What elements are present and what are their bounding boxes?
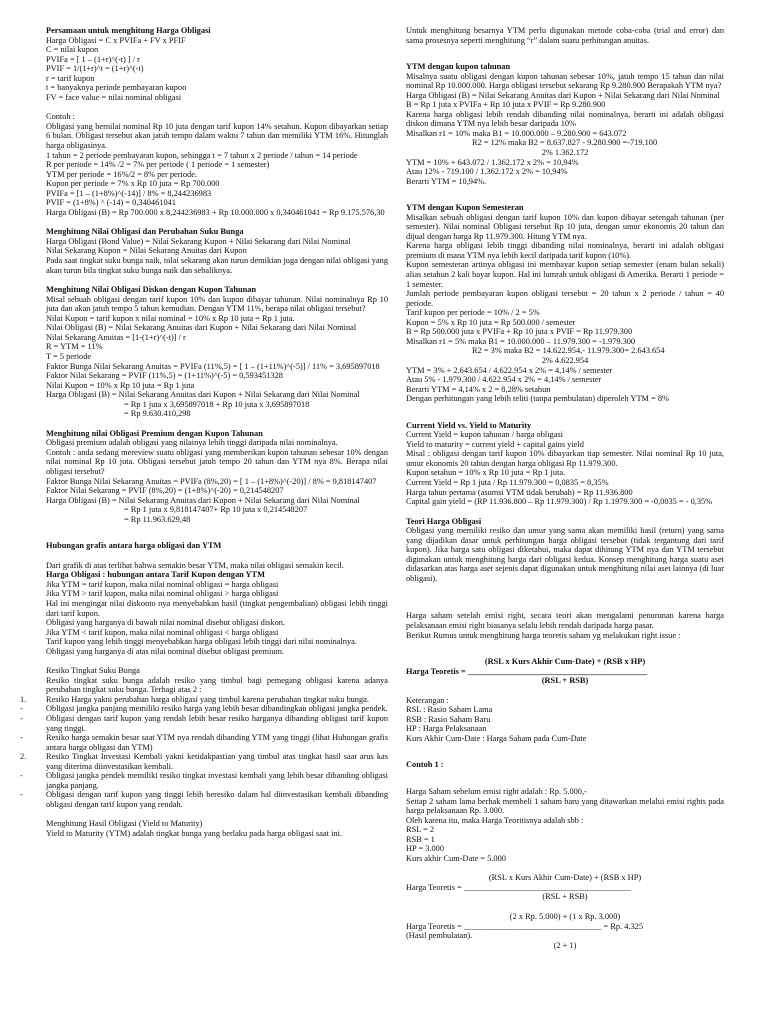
paragraph: (RSL x Kurs Akhir Cum-Date) + (RSB x HP) — [488, 873, 642, 883]
paragraph: Kupon per periode = 7% x Rp 10 juta = Rp 700.000 — [46, 179, 220, 189]
spacer — [46, 551, 388, 561]
paragraph: YTM = 3% + 2.643.654 / 4.622.954 x 2% = 4,14% / semester — [406, 365, 613, 375]
paragraph: Jika YTM < tarif kupon, maka nilai nominal obligasi < harga obligasi — [46, 627, 279, 637]
spacer — [46, 275, 388, 285]
list-marker: 1. — [20, 694, 27, 704]
paragraph: Yield to Maturity (YTM) adalah tingkat bunga yang berlaku pada harga obligasi saat ini. — [46, 829, 342, 839]
paragraph: Berarti YTM = 10,94%. — [406, 176, 487, 186]
paragraph: Harga Obligasi (B) = Nilai Sekarang Anuitas dari Kupon + Nilai Sekarang dari Nilai Nominal — [406, 90, 720, 100]
paragraph: Dari grafik di atas terlihat bahwa semakin besar YTM, maka nilai obligasi semakin kecil. — [46, 560, 344, 570]
list-item — [20, 790, 388, 809]
paragraph: Nilai Kupon = 10% x Rp 10 juta = Rp 1 juta — [46, 380, 195, 390]
paragraph: Obligasi yang memiliki resiko dan umur yang sama akan memiliki hasil (return) yang sama yang dijadikan dasar untuk perhitungan harga obligasi tersebut (tidak tergantung dari tarif kupon). Jika harga satu obligasi diketahui, maka dapat dihitung YTM nya dan YTM tersebut digunakan untuk menghitung harga dari obligasi kedua. Konsep menghitung harga suatu aset didasarkan atas harga aset sejenis dapat digunakan untuk menghitung nilai aset lainnya (di luar obligasi). — [406, 526, 724, 583]
list-item-text: Obligasi dengan tarif kupon yang rendah lebih besar resiko harganya dibanding obligasi tarif kupon yang tinggi. — [46, 714, 388, 733]
list-marker: - — [20, 771, 23, 781]
paragraph: PVIF = (1+8%) ^ (-14) = 0,340461041 — [46, 198, 176, 208]
paragraph: Harga Obligasi (B) = Nilai Sekarang Anuitas dari Kupon + Nilai Sekarang dari Nilai Nominal — [46, 390, 360, 400]
paragraph: Nilai Kupon = tarif kupon x nilai nominal = 10% x Rp 10 juta = Rp 1 juta. — [46, 313, 295, 323]
paragraph: Untuk menghitung besarnya YTM perlu digunakan metode coba-coba (trial and error) dan sama prosesnya seperti menghitung “r” dalam suatu perhitungan anuitas. — [406, 26, 724, 45]
spacer — [406, 507, 724, 517]
paragraph: = Rp 1 juta x 3,695897018 + Rp 10 juta x 3,695897018 — [124, 399, 310, 409]
paragraph: Berarti YTM = 4,14% x 2 = 8,28% setahun — [406, 384, 551, 394]
section-heading: YTM dengan kupon tahunan — [406, 62, 511, 72]
paragraph: Jika YTM > tarif kupon, maka nilai nominal obligasi > harga obligasi — [46, 589, 279, 599]
paragraph: Jika YTM = tarif kupon, maka nilai nominal obligasi = harga obligasi — [46, 579, 279, 589]
paragraph: (2 x Rp. 5.000) + (1 x Rp. 3.000) — [509, 912, 621, 922]
paragraph: Obligasi yang harganya di bawah nilai nominal disebut obligasi diskon. — [46, 618, 285, 628]
paragraph: Faktor Nilai Sekarang = PVIF (8%,20) = (1+8%)^(-20) = 0,214548207 — [46, 486, 284, 496]
paragraph: RSB : Rasio Saham Baru — [406, 714, 491, 724]
paragraph: Harga Teoretis = ___________________________________________ — [406, 666, 648, 676]
paragraph: Obligasi yang harganya di atas nilai nominal disebut obligasi premium. — [46, 646, 285, 656]
paragraph: Contoh : — [46, 112, 75, 122]
paragraph: YTM per periode = 16%/2 = 8% per periode. — [46, 169, 197, 179]
paragraph: Current Yield = kupon tahunan / harga obligasi — [406, 430, 563, 440]
paragraph: Kupon setahun = 10% x Rp 10 juta = Rp 1 juta. — [406, 468, 566, 478]
list-item — [20, 752, 388, 771]
section-heading: Persamaan untuk menghitung Harga Obligasi — [46, 26, 211, 35]
paragraph: Kupon = 5% x Rp 10 juta = Rp 500.000 / semester — [406, 317, 576, 327]
spacer — [46, 217, 388, 227]
paragraph: T = 5 periode — [46, 351, 92, 361]
paragraph: B = Rp 1 juta x PVIFa + Rp 10 juta x PVIF = Rp 9.280.900 — [406, 100, 606, 110]
paragraph: 2% 4.622.954 — [541, 355, 589, 365]
section-heading: Menghitung Nilai Obligasi Diskon dengan Kupon Tahunan — [46, 285, 257, 295]
paragraph: Tarif kupon yang lebih tinggi menyebabkan harga obligasi lebih tinggi dari nilai nominalnya. — [46, 637, 357, 647]
section-heading: YTM dengan Kupon Semesteran — [406, 203, 524, 213]
paragraph: Tarif kupon per periode = 10% / 2 = 5% — [406, 308, 540, 318]
paragraph: HP = 3.000 — [406, 844, 445, 854]
paragraph: = Rp 11.963.629,48 — [124, 514, 191, 524]
list-marker: - — [20, 714, 23, 723]
paragraph: Yield to maturity = current yield + capital gains yield — [406, 439, 584, 449]
paragraph: Misalkan r1 = 10% maka B1 = 10.000.000 – 9.280.900 = 643.072 — [406, 128, 627, 138]
paragraph: Faktor Nilai Sekarang = PVIF (11%,5) = (1+11%)^(-5) = 0,593451328 — [46, 371, 283, 381]
left-column — [20, 26, 388, 839]
paragraph: Kurs akhir Cum-Date = 5.000 — [406, 853, 506, 863]
paragraph: Karena harga obligasi lebih tinggi dibanding nilai nominalnya, berarti ini adalah obligasi premium di mana YTM nya lebih kecil daripada tarif kupon (10%). — [406, 241, 724, 260]
paragraph: Harga Obligasi (B) = Nilai Sekarang Anuitas dari Kupon + Nilai Sekarang dari Nilai Nominal — [46, 495, 360, 505]
paragraph: Karena harga obligasi lebih rendah dibanding nilai nominalnya, berarti ini adalah obligasi diskon dimana YTM nya lebih besar daripada 10% — [406, 109, 724, 129]
paragraph: Obligasi premium adalah obligasi yang nilainya lebih tinggi daripada nilai nominalnya. — [46, 438, 338, 448]
paragraph: 1 tahun = 2 periode pembayaran kupon, sehingga t = 7 tahun x 2 periode / tahun = 14 periode — [46, 150, 358, 160]
section-heading: Current Yield vs. Yield to Maturity — [406, 420, 532, 430]
paragraph: = Rp 1 juta x 9,818147407+ Rp 10 juta x 0,214548207 — [124, 505, 308, 515]
paragraph: Capital gain yield = (RP 11.936.800 – Rp 11.979.300) / Rp 1.1979.300 = -0,0035 = - 0,35% — [406, 497, 713, 507]
list-item — [20, 733, 388, 752]
paragraph: YTM = 10% + 643.072 / 1.362.172 x 2% = 10,94% — [406, 157, 579, 167]
spacer — [406, 863, 724, 873]
paragraph: Berikut Rumus untuk menghitung harga teoretis saham yg melakukan right issue : — [406, 630, 681, 640]
paragraph: = Rp 9.630.410,298 — [124, 409, 191, 419]
paragraph: t = banyaknya periode pembayaran kupon — [46, 83, 187, 93]
spacer — [406, 686, 724, 696]
paragraph: Setiap 2 saham lama berhak membeli 1 saham baru yang ditawarkan melalui emisi rights pada harga pelaksanaan Rp. 3.000. — [406, 796, 724, 816]
paragraph: Kurs Akhir Cum-Date : Harga Saham pada Cum-Date — [406, 733, 587, 743]
paragraph: HP : Harga Pelaksanaan — [406, 724, 487, 734]
paragraph: Harga Teoretis = ________________________________________ — [406, 882, 631, 892]
list-item-text: Resiko Tingkat Investasi Kembali yakni ketidakpastian yang timbul atas tingkat hasil saat arus kas yang diterima diinvestasikan kembali. — [46, 752, 388, 771]
section-heading: Contoh 1 : — [406, 760, 444, 770]
paragraph: Hal ini mengingat nilai diskonto nya menyebabkan hasil (tingkat pengembalian) obligasi lebih tinggi dari tarif kupon. — [46, 598, 388, 618]
paragraph: PVIFa = [1 – (1+8%)^(-14)] / 8% = 8,244236983 — [46, 188, 212, 198]
list-item-text: Obligasi jangka pendek memiliki resiko tingkat investasi kembali yang lebih besar dibanding obligasi jangka panjang. — [46, 771, 388, 790]
paragraph: Nilai Sekarang Anuitas = [1-(1+r)^(-t)] / r — [46, 332, 186, 342]
paragraph: Oleh karena itu, maka Harga Teoritisnya adalah sbb : — [406, 815, 584, 825]
list-item — [20, 694, 388, 705]
right-column — [406, 26, 724, 950]
spacer — [46, 419, 388, 429]
paragraph: Faktor Bunga Nilai Sekarang Anuitas = PVIFa (11%,5) = [ 1 – (1+11%)^(-5)] / 11% = 3,695897018 — [46, 361, 380, 371]
paragraph: Keterangan : — [406, 695, 449, 705]
list-marker: 2. — [20, 752, 27, 762]
spacer — [46, 809, 388, 819]
paragraph: Jumlah periode pembayaran kupon obligasi tersebut = 20 tahun x 2 periode / tahun = 40 periode. — [406, 289, 724, 308]
list-item — [20, 714, 388, 733]
section-heading: Menghitung nilai Obligasi Premium dengan Kupon Tahunan — [46, 428, 263, 438]
spacer — [406, 902, 724, 912]
paragraph: Kupon semesteran artinya obligasi ini membayar kupon setiap semester (enam bulan sekali) alias setahun 2 kali bayar kupon. Hal ini lumrah untuk obligasi di Amerika. Berarti 1 periode = 1 semester. — [406, 260, 724, 289]
paragraph: B = Rp 500.000 juta x PVIFa + Rp 10 juta x PVIF = Rp 11.979.300 — [406, 327, 633, 337]
paragraph: Resiko tingkat suku bunga adalah resiko yang timbul bagi pemegang obligasi karena adanya perubahan tingkat suku bunga. Terbagi atas 2 : — [46, 675, 388, 695]
paragraph: Nilai Obligasi (B) = Nilai Sekarang Anuitas dari Kupon + Nilai Sekarang dari Nilai Nominal — [46, 323, 357, 333]
paragraph: (2 + 1) — [553, 940, 577, 950]
list-item-text: Resiko harga semakin besar saat YTM nya rendah dibanding YTM yang tinggi (lihat Hubungan grafis antara harga obligasi dan YTM) — [46, 733, 388, 752]
paragraph: Atau 5% - 1.979.300 / 4.622.954 x 2% = 4,14% / semester — [406, 375, 602, 385]
list-item-text: Obligasi jangka panjang memiliki resiko harga yang lebih besar dibandingkan obligasi jangka pendek. — [46, 704, 388, 714]
spacer — [406, 770, 724, 787]
paragraph: Misalkan sebuah obligasi dengan tarif kupon 10% dan kupon dibayar setengah tahunan (per semester). Nilai nominal Obligasi tersebut Rp 10 juta, dengan umur ekonomis 20 tahun dan dijual dengan harga Rp 11.979.300. Hitung YTM nya. — [406, 212, 724, 241]
paragraph: Misal : obligasi dengan tarif kupon 10% dibayarkan tiap semester. Nilai nominal Rp 10 juta, umur ekonomis 20 tahun dengan harga obligasi Rp 11.979.300. — [406, 449, 724, 468]
paragraph: RSL : Rasio Saham Lama — [406, 705, 493, 715]
paragraph: Obligasi yang bernilai nominal Rp 10 juta dengan tarif kupon 14% setahun. Kupon dibayarkan setiap 6 bulan. Obligasi tersebut akan jatuh tempo dalam waktu 7 tahun dan memiliki YTM 16%. Hitunglah harga obligasinya. — [46, 121, 388, 151]
paragraph: Harga Teoretis = _________________________________ = Rp. 4.325 — [406, 921, 644, 931]
list-marker: - — [20, 790, 23, 800]
paragraph: Harga Obligasi (B) = Rp 700.000 x 8,244236983 + Rp 10.000.000 x 0,340461041 = Rp 9.175.576,30 — [46, 207, 385, 217]
paragraph: (RSL x Kurs Akhir Cum-Date) + (RSB x HP) — [484, 657, 646, 667]
paragraph: r = tarif kupon — [46, 73, 95, 83]
section-heading: Harga Obligasi : hubungan antara Tarif Kupon dengan YTM — [46, 570, 266, 580]
paragraph: Harga saham setelah emisi right, secara teori akan mengalami penurunan karena harga pelaksanaan emisi right biasanya selalu lebih rendah daripada harga pasar. — [406, 611, 724, 630]
spacer — [406, 186, 724, 203]
list-marker: - — [20, 704, 23, 714]
paragraph: Harga tahun pertama (asumsi YTM tidak berubah) = Rp 11.936.800 — [406, 487, 633, 497]
spacer — [406, 45, 724, 62]
list-item-text: Resiko Harga yakni perubahan harga obligasi yang timbul karena perubahan tingkat suku bunga. — [46, 694, 369, 704]
paragraph: (Hasil pembulatan). — [406, 931, 473, 941]
list-marker: - — [20, 733, 23, 743]
spacer — [406, 743, 724, 760]
paragraph: FV = face value = nilai nominal obligasi — [46, 92, 182, 102]
spacer — [406, 404, 724, 421]
paragraph: (RSL + RSB) — [542, 892, 588, 902]
paragraph: Misalnya suatu obligasi dengan kupon tahunan sebesar 10%, jatuh tempo 15 tahun dan nilai nominal Rp 10.000.000. Harga obligasi tersebut sekarang Rp 9.280.900 Berapakah YTM nya? — [406, 71, 724, 91]
paragraph: (RSL + RSB) — [541, 676, 589, 686]
paragraph: Faktor Bunga Nilai Sekarang Anuitas = PVIFa (8%,20) = [ 1 – (1+8%)^(-20)] / 8% = 9,818147407 — [46, 476, 377, 486]
list-item-text: Obligasi dengan tarif kupon yang tinggi lebih beresiko dalam hal diinvestasikan kembali dibanding obligasi dengan tarif kupon yang rendah. — [46, 790, 388, 809]
list-item — [20, 704, 388, 714]
paragraph: Harga Saham sebelum emisi right adalah : Rp. 5.000,- — [406, 787, 587, 796]
spacer — [46, 102, 388, 112]
section-heading: Hubungan grafis antara harga obligasi dan YTM — [46, 541, 222, 551]
paragraph: 2% 1.362.172 — [541, 148, 589, 158]
spacer — [406, 583, 724, 611]
paragraph: Atau 12% - 719.100 / 1.362.172 x 2% = 10,94% — [406, 167, 568, 177]
section-heading: Menghitung Nilai Obligasi dan Perubahan Suku Bunga — [46, 227, 244, 237]
paragraph: Current Yield = Rp 1 juta / Rp 11.979.300 = 0,0835 = 8,35% — [406, 477, 609, 487]
paragraph: Dengan perhitungan yang lebih teliti (tanpa pembulatan) diperoleh YTM = 8% — [406, 394, 669, 404]
paragraph: R2 = 12% maka B2 = 8.637.827 - 9.280.900 =-719.100 — [472, 138, 658, 148]
list-item — [20, 771, 388, 790]
spacer — [406, 640, 724, 657]
paragraph: PVIFa = [ 1 – (1+r)^(-t) ] / r — [46, 54, 140, 64]
paragraph: Harga Obligasi = C x PVIFa + FV x PFIF — [46, 35, 186, 45]
paragraph: Contoh : anda sedang mereview suatu obligasi yang memberikan kupon tahunan sebesar 10% dengan nilai nominal Rp 10 juta. Obligasi tersebut jatuh tempo 20 tahun dan YTM nya 8%. Berapa nilai obligasi tersebut? — [46, 447, 388, 476]
paragraph: PVIF = 1/(1+r)^t = (1+r)^(-t) — [46, 64, 144, 74]
paragraph: Menghitung Hasil Obligasi (Yield to Maturity) — [46, 819, 203, 829]
paragraph: Pada saat tingkat suku bunga naik, nilai sekarang akan turun demikian juga dengan nilai obligasi yang akan turun bila tingkat suku bunga naik dan sebaliknya. — [46, 256, 388, 275]
paragraph: R = YTM = 11% — [46, 342, 103, 352]
paragraph: R per periode = 14% /2 = 7% per periode ( 1 periode = 1 semester) — [46, 160, 270, 170]
paragraph: RSB = 1 — [406, 834, 435, 844]
spacer — [46, 656, 388, 666]
paragraph: C = nilai kupon — [46, 45, 99, 55]
spacer — [46, 524, 388, 541]
paragraph: Misalkan r1 = 5% maka B1 = 10.000.000 – 11.979.300 = -1.979.300 — [406, 336, 636, 346]
section-heading: Teori Harga Obligasi — [406, 516, 482, 526]
paragraph: Misal sebuah obligasi dengan tarif kupon 10% dan kupon dibayar tahunan. Nilai nominalnya Rp 10 juta dan akan jatuh tempo 5 tahun kemudian. Dengan YTM 11%, berapa nilai obligasi tersebut? — [46, 294, 388, 314]
paragraph: Harga Obligasi (Bond Value) = Nilai Sekarang Kupon + Nilai Sekarang dari Nilai Nominal — [46, 236, 351, 246]
paragraph: Resiko Tingkat Suku Bunga — [46, 666, 140, 676]
paragraph: R2 = 3% maka B2 = 14.622.954,- 11.979.300= 2.643.654 — [472, 346, 665, 356]
paragraph: Nilai Sekarang Kupon = Nilai Sekarang Anuitas dari Kupon — [46, 246, 247, 256]
paragraph: RSL = 2 — [406, 825, 435, 835]
